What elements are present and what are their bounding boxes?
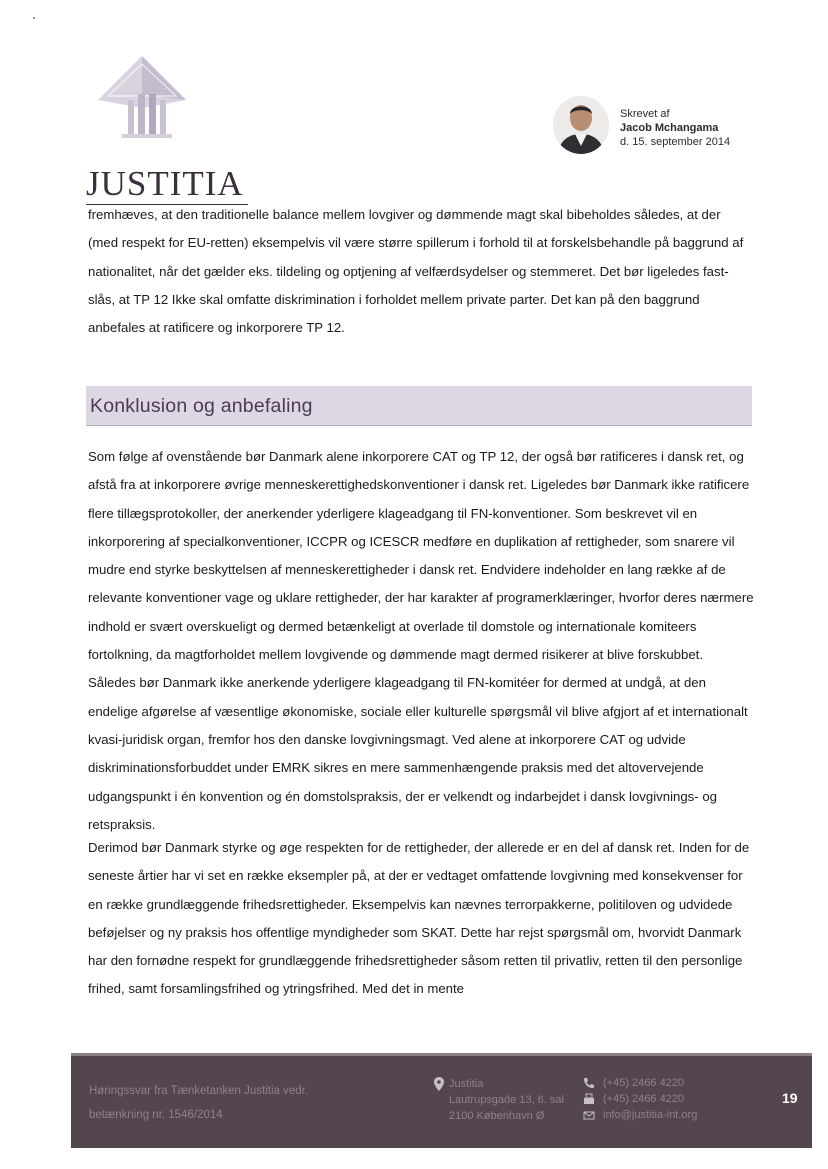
author-name: Jacob Mchangama: [620, 122, 719, 134]
phone-icon: [583, 1077, 595, 1089]
author-photo: [553, 96, 609, 154]
footer-phone[interactable]: (+45) 2466 4220: [603, 1077, 685, 1089]
author-prefix: Skrevet af: [620, 108, 670, 120]
location-pin-icon: [434, 1077, 444, 1091]
justitia-logo: [84, 50, 254, 203]
email-icon: [583, 1109, 595, 1121]
footer-phone-row: [583, 1075, 697, 1091]
footer-line-2: betænkning nr. 1546/2014: [89, 1109, 223, 1121]
scan-speck: [33, 17, 35, 19]
fax-icon: [583, 1093, 595, 1105]
footer-line-1: Høringssvar fra Tænketanken Justitia vedr.: [89, 1085, 309, 1097]
footer-fax: (+45) 2466 4220: [603, 1093, 685, 1105]
author-info: [620, 107, 730, 149]
footer-org: Justitia: [449, 1078, 484, 1090]
temple-logo-icon: [84, 50, 254, 165]
page-number: 19: [782, 1090, 798, 1106]
footer-description: [89, 1079, 308, 1127]
author-date: d. 15. september 2014: [620, 136, 731, 148]
body-paragraph-3: Derimod bør Danmark styrke og øge respekten for de rettigheder, der allerede er en del af dansk ret. Inden for de seneste årtier har vi set en række eksempler på, at der er vedtaget omfattende lovgivning med konsekvenser for en række grundlæggende frihedsrettigheder. Eksempelvis kan nævnes terrorpakkerne, politiloven og udvidede beføjelser og ny praksis hos offentlige myndigheder som SKAT. Dette har rejst spørgsmål om, hvorvidt Danmark har den fornødne respekt for grundlæggende frihedsrettigheder såsom retten til privatliv, retten til den personlige frihed, samt forsamlingsfrihed og ytringsfrihed. Med det in mente: [88, 840, 750, 997]
logo-wordmark: JUSTITIA: [86, 166, 256, 201]
body-paragraph-1: fremhæves, at den traditionelle balance mellem lovgiver og dømmende magt skal bibeholdes således, at der (med respekt for EU-retten) eksempelvis vil være større spillerum i forhold til at forskelsbehandle på baggrund af nationalitet, når det gælder eks. tildeling og optjening af velfærdsydelser og stemmeret. Det bør ligeledes fast-slås, at TP 12 Ikke skal omfatte diskrimination i forholdet mellem private parter. Det kan på den baggrund anbefales at ratificere og inkorporere TP 12.: [88, 207, 744, 336]
footer-city: 2100 København Ø: [449, 1110, 545, 1122]
section-heading-bar: [86, 386, 752, 426]
footer-contact: [583, 1075, 697, 1123]
author-portrait-icon: [553, 96, 609, 154]
footer-email-row: [583, 1107, 697, 1123]
body-paragraph-2: Som følge af ovenstående bør Danmark alene inkorporere CAT og TP 12, der også bør ratificeres i dansk ret, og afstå fra at inkorporere øvrige menneskerettighedskonventioner i dansk ret. Ligeledes bør Danmark ikke ratificere flere tillægsprotokoller, der anerkender yderligere klageadgang til FN-konventioner. Som beskrevet vil en inkorporering af specialkonventioner, ICCPR og ICESCR medføre en duplikation af rettigheder, som snarere vil mudre end styrke beskyttelsen af menneskerettigheder i dansk ret. Endvidere indeholder en lang række af de relevante konventioner vage og uklare rettigheder, der har karakter af programerklæringer, hvorfor deres nærmere indhold er svært overskueligt og dermed betænkeligt at overlade til domstole og internationale komiteers fortolkning, da magtforholdet mellem lovgivende og dømmende magt dermed risikerer at blive forskubbet. Således bør Danmark ikke anerkende yderligere klageadgang til FN-komitéer for dermed at undgå, at den endelige afgørelse af væsentlige økonomiske, sociale eller kulturelle spørgsmål vil blive afgjort af et internationalt kvasi-juridisk organ, fremfor hos den danske lovgivningsmagt. Ved alene at inkorporere CAT og udvide diskriminationsforbuddet under EMRK sikres en mere sammenhængende praksis med det altovervejende udgangspunkt i én konvention og én domstolspraksis, der er velkendt og indarbejdet i dansk lovgivnings- og retspraksis.: [88, 449, 754, 832]
page-footer: [71, 1056, 812, 1148]
footer-fax-row: [583, 1091, 697, 1107]
footer-address: [449, 1076, 564, 1124]
section-title: Konklusion og anbefaling: [90, 395, 313, 417]
footer-street: Lautrupsgade 13, 6. sal: [449, 1094, 564, 1106]
footer-email[interactable]: info@justitia-int.org: [603, 1109, 698, 1121]
